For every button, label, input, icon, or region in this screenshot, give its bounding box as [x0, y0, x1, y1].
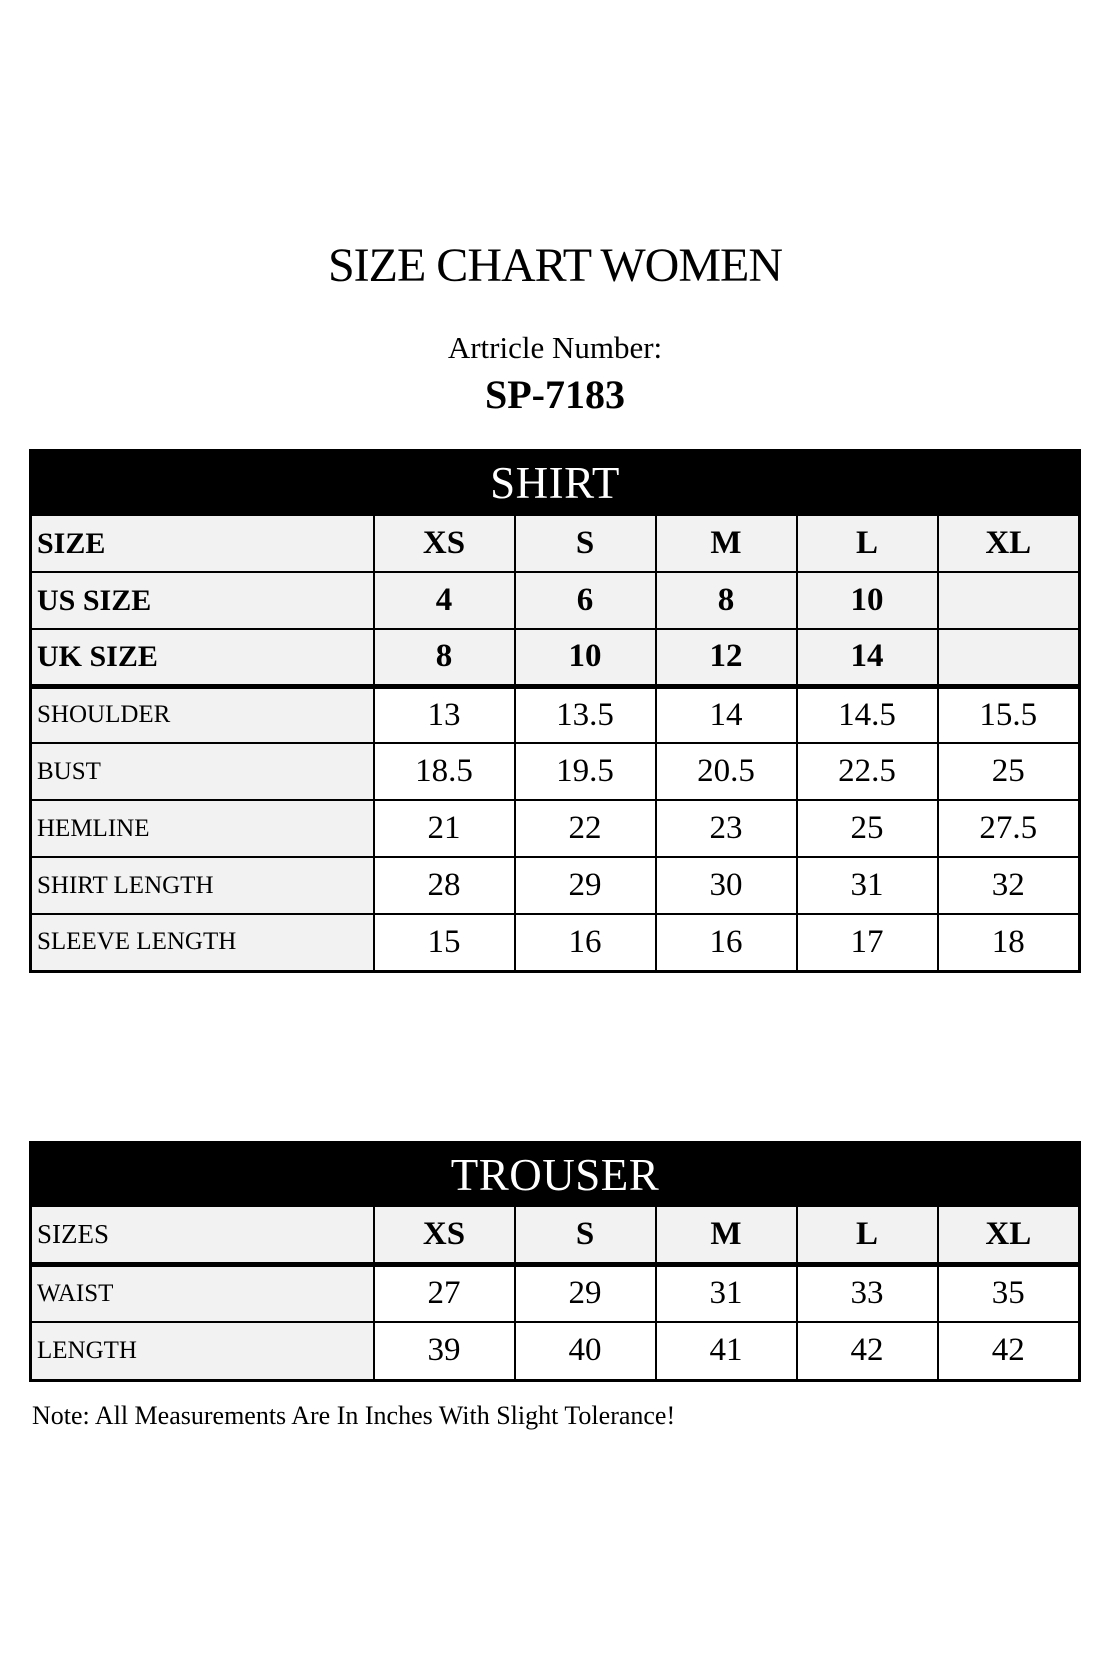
cell-value: 15 — [374, 914, 515, 971]
cell-value: 31 — [656, 1264, 797, 1322]
row-label: SHOULDER — [31, 686, 374, 743]
article-number-label: Artricle Number: — [447, 330, 663, 365]
cell-value: 33 — [797, 1264, 938, 1322]
cell-value: 22.5 — [797, 743, 938, 800]
cell-value: 13.5 — [515, 686, 656, 743]
trouser-table-header: TROUSER — [31, 1143, 1080, 1207]
cell-value: 30 — [656, 857, 797, 914]
cell-value: 28 — [374, 857, 515, 914]
cell-value: 39 — [374, 1322, 515, 1380]
table-row-sleeve-length — [31, 914, 1080, 971]
table-row-sizes — [31, 1206, 1080, 1264]
cell-value: 27 — [374, 1264, 515, 1322]
cell-value: XS — [374, 515, 515, 572]
cell-value: 41 — [656, 1322, 797, 1380]
cell-value: 14 — [797, 629, 938, 686]
cell-value: 20.5 — [656, 743, 797, 800]
table-row-waist — [31, 1264, 1080, 1322]
shirt-size-table — [29, 449, 1081, 973]
row-label: SHIRT LENGTH — [31, 857, 374, 914]
cell-value: 29 — [515, 857, 656, 914]
cell-value: M — [656, 515, 797, 572]
cell-value: L — [797, 1206, 938, 1264]
cell-value: 21 — [374, 800, 515, 857]
row-label: UK SIZE — [31, 629, 374, 686]
cell-value: 17 — [797, 914, 938, 971]
cell-value: 32 — [938, 857, 1080, 914]
row-label: HEMLINE — [31, 800, 374, 857]
note-text: Note: All Measurements Are In Inches With Slight Tolerance! — [32, 1401, 676, 1430]
trouser-table-banner-row — [31, 1143, 1080, 1207]
cell-value: 42 — [938, 1322, 1080, 1380]
cell-value: 14 — [656, 686, 797, 743]
table-row-hemline — [31, 800, 1080, 857]
cell-value: XS — [374, 1206, 515, 1264]
table-row-shirt-length — [31, 857, 1080, 914]
shirt-table-banner-row — [31, 451, 1080, 516]
cell-value: 15.5 — [938, 686, 1080, 743]
cell-value: XL — [938, 1206, 1080, 1264]
cell-value: 25 — [797, 800, 938, 857]
cell-value: 18 — [938, 914, 1080, 971]
cell-value: 12 — [656, 629, 797, 686]
cell-value — [938, 572, 1080, 629]
table-row-bust — [31, 743, 1080, 800]
cell-value: 8 — [374, 629, 515, 686]
cell-value: 4 — [374, 572, 515, 629]
cell-value: 6 — [515, 572, 656, 629]
shirt-table-header: SHIRT — [31, 451, 1080, 516]
cell-value: 25 — [938, 743, 1080, 800]
page-title: SIZE CHART WOMEN — [327, 239, 782, 292]
table-row-shoulder — [31, 686, 1080, 743]
article-number-value: SP-7183 — [485, 372, 625, 417]
cell-value: 27.5 — [938, 800, 1080, 857]
row-label: LENGTH — [31, 1322, 374, 1380]
cell-value: 29 — [515, 1264, 656, 1322]
table-row-uk-size — [31, 629, 1080, 686]
cell-value: 8 — [656, 572, 797, 629]
cell-value: 40 — [515, 1322, 656, 1380]
cell-value: 35 — [938, 1264, 1080, 1322]
cell-value: S — [515, 1206, 656, 1264]
cell-value: L — [797, 515, 938, 572]
cell-value: 13 — [374, 686, 515, 743]
cell-value: 16 — [515, 914, 656, 971]
table-row-size — [31, 515, 1080, 572]
cell-value: 10 — [515, 629, 656, 686]
cell-value: 42 — [797, 1322, 938, 1380]
cell-value: 23 — [656, 800, 797, 857]
row-label: SIZES — [31, 1206, 374, 1264]
cell-value: 18.5 — [374, 743, 515, 800]
row-label: BUST — [31, 743, 374, 800]
table-row-us-size — [31, 572, 1080, 629]
cell-value: M — [656, 1206, 797, 1264]
trouser-size-table — [29, 1141, 1081, 1382]
cell-value — [938, 629, 1080, 686]
cell-value: S — [515, 515, 656, 572]
cell-value: 19.5 — [515, 743, 656, 800]
cell-value: 10 — [797, 572, 938, 629]
table-row-length — [31, 1322, 1080, 1380]
cell-value: 14.5 — [797, 686, 938, 743]
row-label: WAIST — [31, 1264, 374, 1322]
cell-value: XL — [938, 515, 1080, 572]
cell-value: 16 — [656, 914, 797, 971]
row-label: SIZE — [31, 515, 374, 572]
cell-value: 22 — [515, 800, 656, 857]
row-label: SLEEVE LENGTH — [31, 914, 374, 971]
row-label: US SIZE — [31, 572, 374, 629]
cell-value: 31 — [797, 857, 938, 914]
